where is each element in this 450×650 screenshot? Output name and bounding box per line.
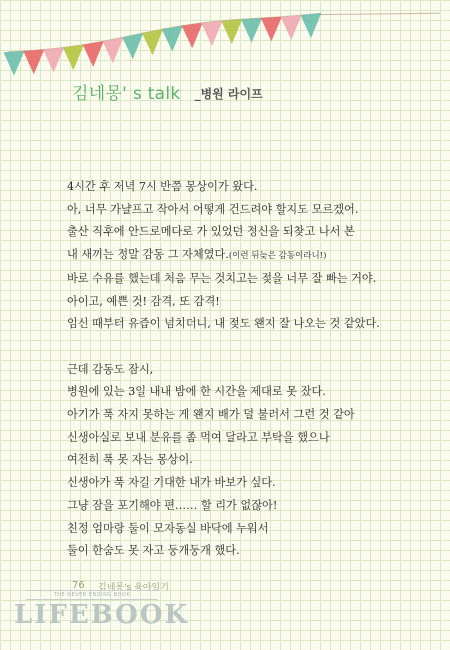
bunting-flag bbox=[301, 13, 322, 38]
body-text bbox=[67, 176, 427, 563]
text-line: 바로 수유를 했는데 처음 무는 것치고는 젖을 너무 잘 빠는 거야. bbox=[67, 271, 377, 285]
text-line: 4시간 후 저녁 7시 반쯤 몽상이가 왔다. bbox=[67, 180, 258, 193]
logo-wordmark: LIFEBOOK bbox=[14, 600, 190, 630]
lifebook-logo bbox=[12, 590, 190, 640]
text-line: 신생아실로 보내 분유를 좀 먹여 달라고 부탁을 했으나 bbox=[67, 430, 330, 444]
bunting-flag bbox=[281, 15, 302, 40]
bunting-flag bbox=[162, 26, 183, 52]
bunting-flag bbox=[83, 41, 104, 67]
page-number: 76 bbox=[72, 580, 85, 591]
text-line: 친정 엄마랑 둘이 모자동실 바닥에 누워서 bbox=[67, 521, 269, 535]
bunting-flag bbox=[103, 37, 124, 63]
aside-note: (이런 뒤늦은 감동이라니!) bbox=[228, 251, 327, 262]
paragraph-2 bbox=[67, 359, 427, 563]
bunting-flag bbox=[261, 17, 282, 42]
bunting-flag bbox=[23, 49, 44, 74]
bunting-flag bbox=[142, 29, 163, 55]
running-title: 김네몽's 육아일기 bbox=[98, 583, 169, 593]
bunting-flag bbox=[241, 18, 262, 43]
text-line: 근데 감동도 잠시, bbox=[67, 362, 154, 376]
bunting-flag bbox=[63, 45, 84, 70]
bunting-flag bbox=[182, 23, 203, 48]
bunting-flag bbox=[4, 51, 25, 76]
bunting-decoration bbox=[0, 0, 450, 80]
text-line: 여전히 푹 못 자는 몽상이. bbox=[67, 453, 193, 467]
text-line: 그냥 잠을 포기해야 편…… 할 리가 없잖아! bbox=[67, 498, 278, 512]
bunting-flag bbox=[221, 19, 242, 44]
bunting-flag bbox=[43, 47, 64, 72]
text-line: 아이고, 예쁜 것! 감격, 또 감격! bbox=[67, 294, 220, 308]
text-line: 둘이 한숨도 못 자고 둥개둥개 했다. bbox=[67, 544, 240, 558]
logo-tagline: THE NEVER ENDING BOOK bbox=[26, 590, 158, 600]
paragraph-1 bbox=[67, 176, 427, 336]
text-line: 임신 때부터 유즙이 넘치더니, 내 젖도 왠지 잘 나오는 것 같았다. bbox=[67, 317, 380, 331]
text-line-main: 내 새끼는 정말 감동 그 자체였다. bbox=[67, 248, 229, 262]
text-line: 신생아가 푹 자길 기대한 내가 바보가 싶다. bbox=[67, 476, 276, 490]
text-line: 출산 직후에 안드로메다로 가 있었던 정신을 되찾고 나서 본 bbox=[67, 225, 355, 239]
text-line: 아기가 푹 자지 못하는 게 왠지 배가 덜 불러서 그런 것 같아 bbox=[67, 408, 355, 422]
text-line bbox=[67, 244, 427, 268]
text-line: 아, 너무 가냘프고 작아서 어떻게 건드려야 할지도 모르겠어. bbox=[67, 202, 359, 216]
bunting-flag bbox=[122, 33, 143, 59]
page-subtitle: _병원 라이프 bbox=[194, 87, 263, 101]
page-header bbox=[72, 76, 263, 104]
page-title: 김네몽' s talk bbox=[72, 84, 181, 104]
text-line: 병원에 있는 3일 내내 밤에 한 시간을 제대로 못 잤다. bbox=[67, 385, 326, 399]
bunting-flag bbox=[202, 21, 223, 46]
